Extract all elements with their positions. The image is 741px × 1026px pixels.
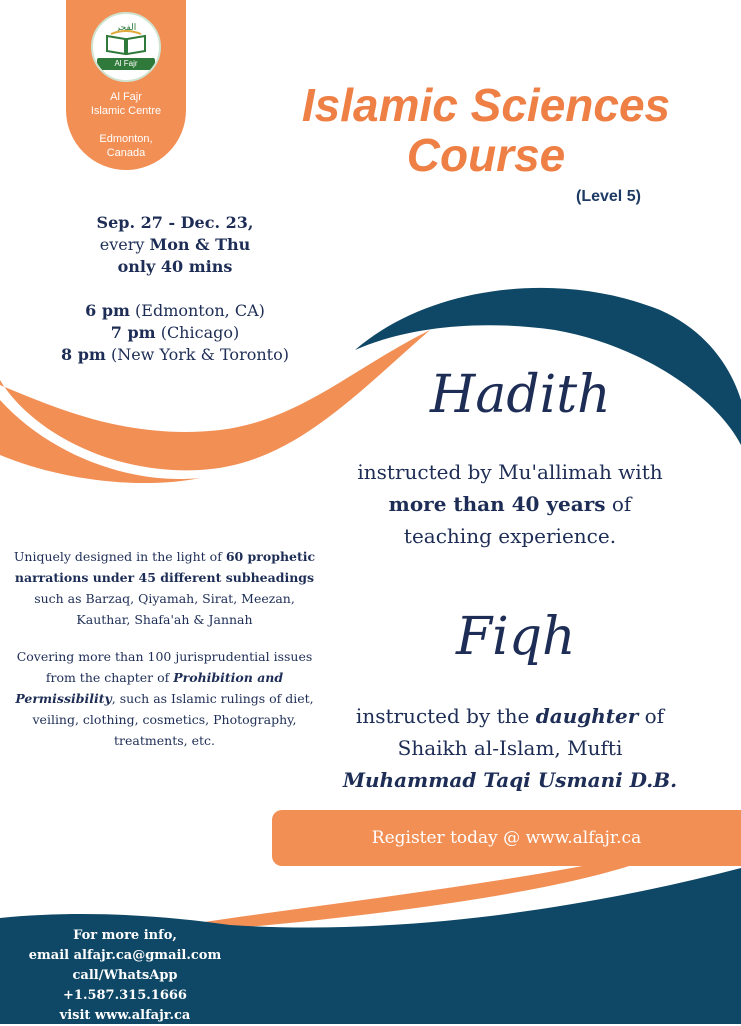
hadith-years: more than 40 years bbox=[388, 492, 606, 516]
details-bold-italic: Prohibition and Permissibility bbox=[15, 670, 284, 706]
schedule bbox=[10, 212, 340, 366]
fiqh-line1-prefix: instructed by the bbox=[355, 704, 536, 728]
schedule-dates: Sep. 27 - Dec. 23, bbox=[96, 213, 254, 232]
fiqh-heading: Fiqh bbox=[456, 607, 576, 667]
time-value: 8 pm bbox=[61, 345, 106, 364]
org-country: Canada bbox=[106, 147, 146, 159]
fiqh-line2: Shaikh al-Islam, Mufti bbox=[397, 736, 623, 760]
contact-website[interactable]: visit www.alfajr.ca bbox=[59, 1008, 191, 1023]
title-line1: Islamic Sciences bbox=[301, 79, 671, 131]
time-value: 6 pm bbox=[85, 301, 130, 320]
details-text: Uniquely designed in the light of bbox=[13, 549, 226, 564]
fiqh-daughter: daughter bbox=[535, 704, 639, 728]
details-bold: 60 prophetic narrations under 45 different subheadings bbox=[14, 549, 316, 585]
course-level: (Level 5) bbox=[576, 188, 641, 205]
hadith-heading: Hadith bbox=[430, 365, 611, 425]
hadith-line1: instructed by Mu'allimah with bbox=[357, 460, 663, 484]
hadith-description bbox=[330, 456, 690, 552]
schedule-days: Mon & Thu bbox=[149, 235, 251, 254]
time-place: (Edmonton, CA) bbox=[129, 301, 265, 320]
fiqh-details bbox=[12, 646, 317, 751]
time-place: (New York & Toronto) bbox=[105, 345, 289, 364]
time-row bbox=[10, 300, 340, 322]
contact-line1: For more info, bbox=[73, 928, 177, 943]
register-banner[interactable]: Register today @ www.alfajr.ca bbox=[272, 810, 741, 866]
fiqh-line1-suffix: of bbox=[638, 704, 665, 728]
book-icon bbox=[105, 30, 147, 56]
details-text: Covering more than 100 jurisprudential issues from the chapter of bbox=[16, 649, 313, 685]
contact-info bbox=[10, 926, 240, 1026]
fiqh-description bbox=[330, 700, 690, 796]
details-text: , such as Islamic rulings of diet, veiling, clothing, cosmetics, Photography, treatments, etc. bbox=[32, 691, 314, 748]
time-value: 7 pm bbox=[110, 323, 156, 342]
details-text: such as Barzaq, Qiyamah, Sirat, Meezan, Kauthar, Shafa'ah & Jannah bbox=[34, 591, 295, 627]
time-place: (Chicago) bbox=[155, 323, 240, 342]
logo bbox=[91, 12, 161, 82]
schedule-duration: only 40 mins bbox=[117, 257, 233, 276]
time-row bbox=[10, 322, 340, 344]
hadith-line3: teaching experience. bbox=[403, 524, 617, 548]
title-line2: Course bbox=[406, 129, 566, 181]
contact-phone[interactable]: call/WhatsApp +1.587.315.1666 bbox=[63, 968, 187, 1003]
course-title bbox=[276, 80, 696, 180]
time-row bbox=[10, 344, 340, 366]
org-name-line2: Islamic Centre bbox=[90, 105, 162, 117]
logo-arabic-text: الفجر bbox=[115, 22, 137, 32]
schedule-every: every bbox=[99, 235, 150, 254]
course-details bbox=[12, 546, 317, 767]
org-name-line1: Al Fajr bbox=[110, 91, 142, 103]
fiqh-mufti-name: Muhammad Taqi Usmani D.B. bbox=[342, 768, 678, 792]
organization-badge bbox=[66, 0, 186, 170]
contact-email[interactable]: email alfajr.ca@gmail.com bbox=[28, 948, 222, 963]
org-city: Edmonton, bbox=[99, 133, 153, 145]
logo-band: Al Fajr bbox=[97, 58, 155, 70]
hadith-of: of bbox=[605, 492, 632, 516]
hadith-details bbox=[12, 546, 317, 630]
